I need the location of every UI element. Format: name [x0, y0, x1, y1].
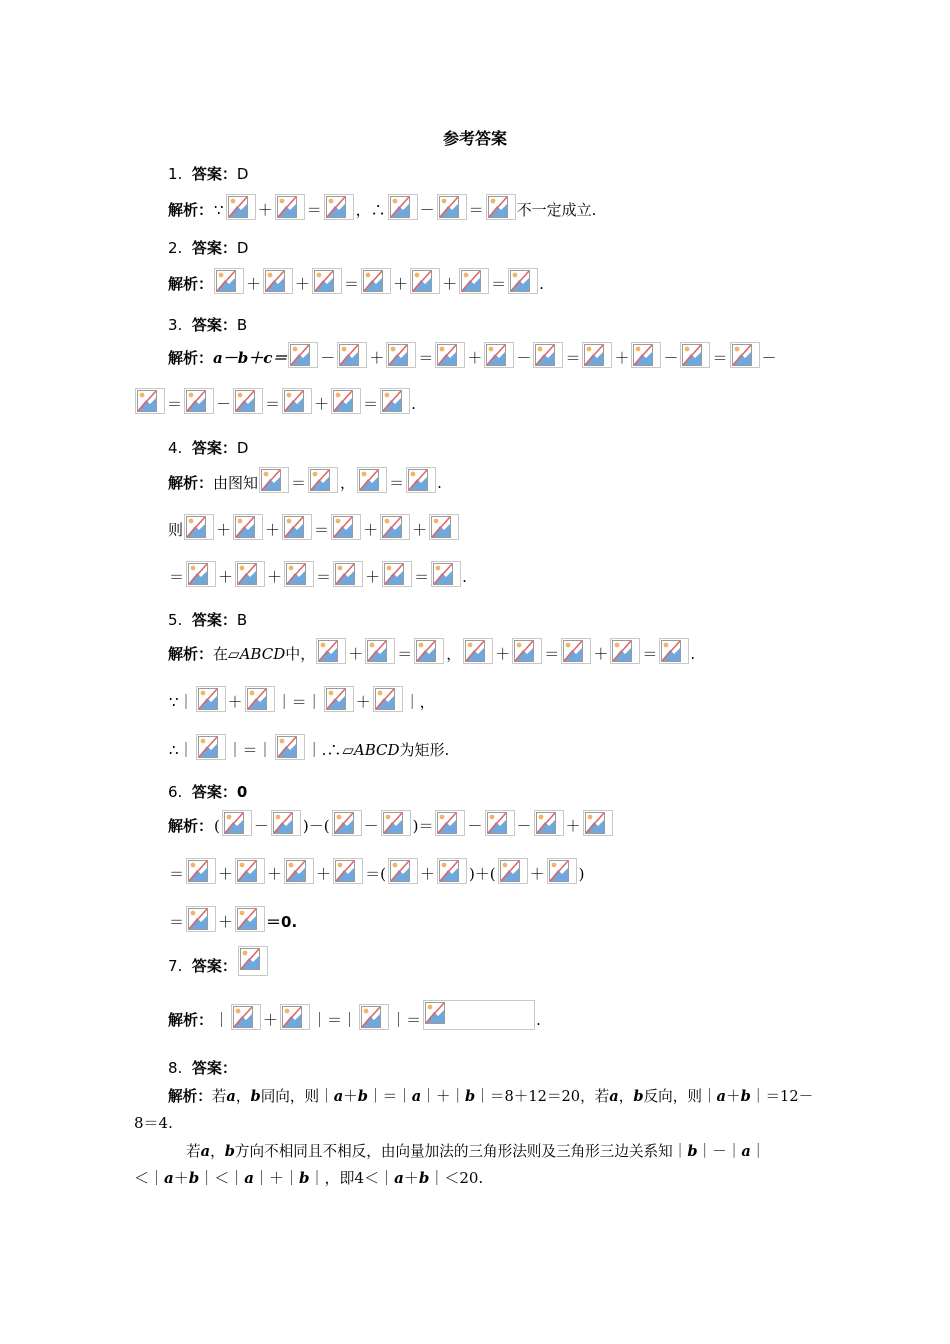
analysis-line-4b: 则 ＋ ＋ ＝ ＋ ＋	[168, 514, 460, 540]
broken-image-icon	[582, 342, 612, 368]
analysis-line-8d: ＜｜ a ＋ b ｜＜｜ a ｜＋｜ b ｜，即4＜｜ a ＋ b ｜＜20.	[134, 1169, 484, 1187]
broken-image-icon	[280, 1004, 310, 1030]
broken-image-icon	[431, 561, 461, 587]
broken-image-icon	[730, 342, 760, 368]
broken-image-icon	[226, 194, 256, 220]
analysis-line-7: 解析： ｜ ＋ ｜＝｜ ｜＝ .	[168, 1004, 541, 1030]
broken-image-icon	[288, 342, 318, 368]
broken-image-icon	[308, 467, 338, 493]
broken-image-icon	[284, 561, 314, 587]
analysis-line-6b: ＝ ＋ ＋ ＋ ＝( ＋ )＋( ＋ )	[168, 858, 586, 884]
analysis-line-5b: ∵｜ ＋ ｜＝｜ ＋ ｜，	[168, 686, 436, 712]
analysis-line-6c: ＝ ＋ ＝0.	[168, 906, 297, 932]
broken-image-icon	[435, 342, 465, 368]
broken-image-icon	[459, 268, 489, 294]
broken-image-icon	[423, 1000, 535, 1030]
broken-image-icon	[282, 514, 312, 540]
broken-image-icon	[561, 638, 591, 664]
analysis-line-2: 解析： ＋ ＋ ＝ ＋ ＋ ＝ .	[168, 268, 544, 294]
broken-image-icon	[381, 810, 411, 836]
broken-image-icon	[380, 388, 410, 414]
analysis-line-3b: ＝ － ＝ ＋ ＝ .	[134, 388, 416, 414]
answer-line-1: 1. 答案： D	[168, 165, 249, 183]
broken-image-icon	[429, 514, 459, 540]
broken-image-icon	[659, 638, 689, 664]
analysis-line-8c: 若 a ， b 方向不相同且不相反，由向量加法的三角形法则及三角形三边关系知｜ b ｜－｜ a ｜	[186, 1143, 766, 1160]
broken-image-icon	[534, 810, 564, 836]
broken-image-icon	[610, 638, 640, 664]
broken-image-icon	[359, 1004, 389, 1030]
broken-image-icon	[380, 514, 410, 540]
broken-image-icon	[331, 514, 361, 540]
parallelogram-icon: ▱	[342, 741, 354, 759]
broken-image-icon	[333, 858, 363, 884]
broken-image-icon	[357, 467, 387, 493]
broken-image-icon	[533, 342, 563, 368]
broken-image-icon	[196, 686, 226, 712]
analysis-line-8b: 8＝4.	[134, 1114, 173, 1132]
broken-image-icon	[388, 194, 418, 220]
broken-image-icon	[485, 810, 515, 836]
broken-image-icon	[333, 561, 363, 587]
broken-image-icon	[332, 810, 362, 836]
broken-image-icon	[275, 734, 305, 760]
broken-image-icon	[184, 388, 214, 414]
broken-image-icon	[259, 467, 289, 493]
broken-image-icon	[196, 734, 226, 760]
broken-image-icon	[386, 342, 416, 368]
broken-image-icon	[316, 638, 346, 664]
broken-image-icon	[186, 858, 216, 884]
answer-line-3: 3. 答案： B	[168, 316, 248, 334]
answer-line-6: 6. 答案： 0	[168, 783, 248, 801]
broken-image-icon	[263, 268, 293, 294]
broken-image-icon	[233, 514, 263, 540]
broken-image-icon	[463, 638, 493, 664]
answer-line-4: 4. 答案： D	[168, 439, 249, 457]
answer-line-5: 5. 答案： B	[168, 611, 248, 629]
broken-image-icon	[631, 342, 661, 368]
broken-image-icon	[406, 467, 436, 493]
broken-image-icon	[238, 946, 268, 976]
broken-image-icon	[271, 810, 301, 836]
analysis-line-5: 解析： 在 ▱ ABCD 中， ＋ ＝ ， ＋ ＝ ＋ ＝ .	[168, 638, 695, 664]
answer-line-2: 2. 答案： D	[168, 239, 249, 257]
broken-image-icon	[498, 858, 528, 884]
broken-image-icon	[245, 686, 275, 712]
broken-image-icon	[222, 810, 252, 836]
broken-image-icon	[282, 388, 312, 414]
parallelogram-icon: ▱	[228, 645, 240, 663]
broken-image-icon	[275, 194, 305, 220]
broken-image-icon	[235, 561, 265, 587]
analysis-line-4c: ＝ ＋ ＋ ＝ ＋ ＝ .	[168, 561, 467, 587]
answer-line-7: 7. 答案：	[168, 950, 269, 976]
broken-image-icon	[361, 268, 391, 294]
broken-image-icon	[324, 686, 354, 712]
broken-image-icon	[235, 906, 265, 932]
analysis-line-6: 解析： ( － )－( － )＝ － － ＋	[168, 810, 614, 836]
broken-image-icon	[512, 638, 542, 664]
analysis-line-8: 解析： 若 a ， b 同向，则｜ a ＋ b ｜＝｜ a ｜＋｜ b ｜＝8＋12＝20，若 a ， b 反向，则｜ a ＋ b ｜＝12－	[168, 1088, 814, 1105]
broken-image-icon	[484, 342, 514, 368]
broken-image-icon	[284, 858, 314, 884]
broken-image-icon	[312, 268, 342, 294]
broken-image-icon	[414, 638, 444, 664]
broken-image-icon	[337, 342, 367, 368]
broken-image-icon	[388, 858, 418, 884]
broken-image-icon	[233, 388, 263, 414]
broken-image-icon	[214, 268, 244, 294]
answer-line-8: 8. 答案：	[168, 1059, 237, 1077]
broken-image-icon	[331, 388, 361, 414]
broken-image-icon	[435, 810, 465, 836]
broken-image-icon	[135, 388, 165, 414]
broken-image-icon	[410, 268, 440, 294]
analysis-line-5c: ∴｜ ｜＝｜ ｜.∴ ▱ ABCD 为矩形.	[168, 734, 449, 760]
broken-image-icon	[437, 194, 467, 220]
broken-image-icon	[486, 194, 516, 220]
broken-image-icon	[382, 561, 412, 587]
broken-image-icon	[186, 561, 216, 587]
broken-image-icon	[365, 638, 395, 664]
analysis-line-4: 解析： 由图知 ＝ ， ＝ .	[168, 467, 442, 493]
broken-image-icon	[547, 858, 577, 884]
page-title: 参考答案	[442, 129, 507, 148]
broken-image-icon	[184, 514, 214, 540]
analysis-line-3: 解析： a－b＋c＝ － ＋ ＝ ＋ － ＝ ＋ － ＝ －	[168, 342, 778, 368]
broken-image-icon	[231, 1004, 261, 1030]
broken-image-icon	[583, 810, 613, 836]
broken-image-icon	[373, 686, 403, 712]
broken-image-icon	[508, 268, 538, 294]
broken-image-icon	[437, 858, 467, 884]
broken-image-icon	[324, 194, 354, 220]
broken-image-icon	[235, 858, 265, 884]
analysis-line-1: 解析： ∵ ＋ ＝ ，∴ － ＝ 不一定成立.	[168, 194, 596, 220]
broken-image-icon	[186, 906, 216, 932]
broken-image-icon	[680, 342, 710, 368]
